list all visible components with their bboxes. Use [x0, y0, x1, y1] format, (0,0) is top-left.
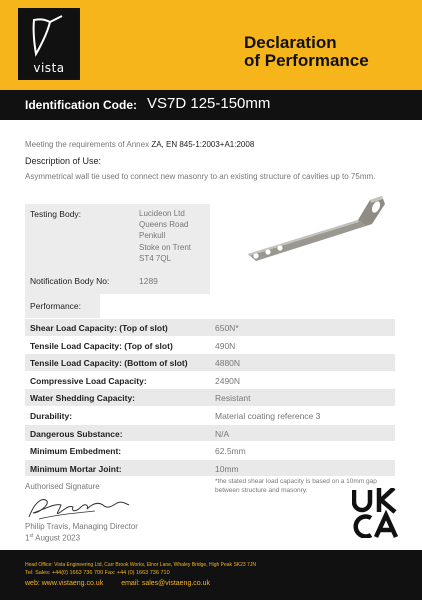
row-value: Resistant [215, 393, 251, 404]
title-line-1: Declaration [244, 33, 337, 52]
header-banner [0, 0, 422, 90]
identification-bar [0, 90, 422, 120]
row-value: 490N [215, 340, 236, 351]
table-row [25, 407, 395, 425]
vista-mark-icon [28, 14, 68, 58]
testing-body-label: Testing Body: [30, 209, 82, 219]
footer-email-link[interactable]: email: sales@vistaeng.co.uk [121, 580, 211, 587]
row-value: 4880N [215, 358, 241, 369]
footer-web-link[interactable]: web: www.vistaeng.co.uk [25, 580, 104, 587]
identification-label: Identification Code: [25, 98, 137, 112]
testing-body-address [139, 208, 191, 264]
wall-tie-image [240, 190, 390, 270]
row-label: Minimum Mortar Joint: [30, 463, 122, 474]
signature-date [25, 533, 80, 543]
title-line-2: of Performance [244, 51, 369, 70]
date-day: 1 [25, 533, 30, 543]
notification-body-label: Notification Body No: [30, 276, 110, 286]
ukca-mark-icon [352, 488, 398, 538]
logo-text: vista [33, 61, 65, 75]
row-label: Water Shedding Capacity: [30, 393, 136, 404]
table-row [25, 354, 395, 372]
date-month-year: August 2023 [33, 533, 81, 543]
signer-name: Philip Travis, Managing Director [25, 522, 138, 531]
address-line: Queens Road [139, 220, 189, 230]
performance-heading: Performance: [30, 301, 82, 311]
row-label: Durability: [30, 410, 73, 421]
date-suffix: st [29, 533, 34, 539]
document-title [244, 34, 369, 70]
row-label: Tensile Load Capacity: (Top of slot) [30, 340, 173, 351]
signature-heading: Authorised Signature [25, 482, 100, 491]
row-value: 650N* [215, 323, 239, 333]
row-label: Minimum Embedment: [30, 446, 122, 457]
address-line: Stoke on Trent [139, 242, 192, 252]
table-row [25, 372, 395, 390]
row-value: N/A [215, 428, 230, 439]
table-row [25, 425, 395, 443]
description-heading: Description of Use: [25, 156, 102, 166]
row-label: Tensile Load Capacity: (Bottom of slot) [30, 358, 188, 369]
row-label: Compressive Load Capacity: [30, 375, 147, 386]
footer-office-address: Head Office: Vista Engineering Ltd, Carr Brook Works, Elnor Lane, Whaley Bridge, High Peak SK23 7JN [25, 562, 256, 568]
handwritten-signature [25, 491, 135, 523]
row-label: Dangerous Substance: [30, 428, 123, 439]
annex-prefix: Meeting the requirements of Annex [25, 140, 150, 149]
performance-heading-box [25, 294, 100, 318]
description-text: Asymmetrical wall tie used to connect new masonry to an existing structure of cavities up to 75mm. [25, 172, 376, 181]
table-row [25, 319, 395, 337]
performance-table [25, 319, 395, 477]
address-line: ST4 7QL [139, 253, 172, 263]
address-line: Penkull [139, 231, 166, 241]
vista-logo [18, 8, 80, 80]
table-row [25, 460, 395, 478]
row-value: 62.5mm [215, 446, 246, 457]
row-value: 2490N [215, 375, 241, 386]
annex-requirement [25, 140, 254, 149]
address-line: Lucideon Ltd [139, 209, 185, 218]
table-row [25, 337, 395, 355]
identification-code: VS7D 125-150mm [147, 95, 271, 112]
row-value: Material coating reference 3 [215, 410, 321, 421]
table-row [25, 389, 395, 407]
footer-contacts [25, 580, 210, 587]
shear-load-footnote: *the stated shear load capacity is based on a 10mm gap between structure and masonry. [215, 478, 377, 494]
row-value: 10mm [215, 463, 239, 474]
footer [0, 550, 422, 600]
footer-phone: Tel: Sales: +44(0) 1663 736 700 Fax: +44 (0) 1663 736 710 [25, 570, 170, 576]
annex-standard: ZA, EN 845-1:2003+A1:2008 [151, 140, 255, 149]
notification-body-number: 1289 [139, 276, 158, 286]
table-row [25, 442, 395, 460]
row-label: Shear Load Capacity: (Top of slot) [30, 323, 168, 333]
